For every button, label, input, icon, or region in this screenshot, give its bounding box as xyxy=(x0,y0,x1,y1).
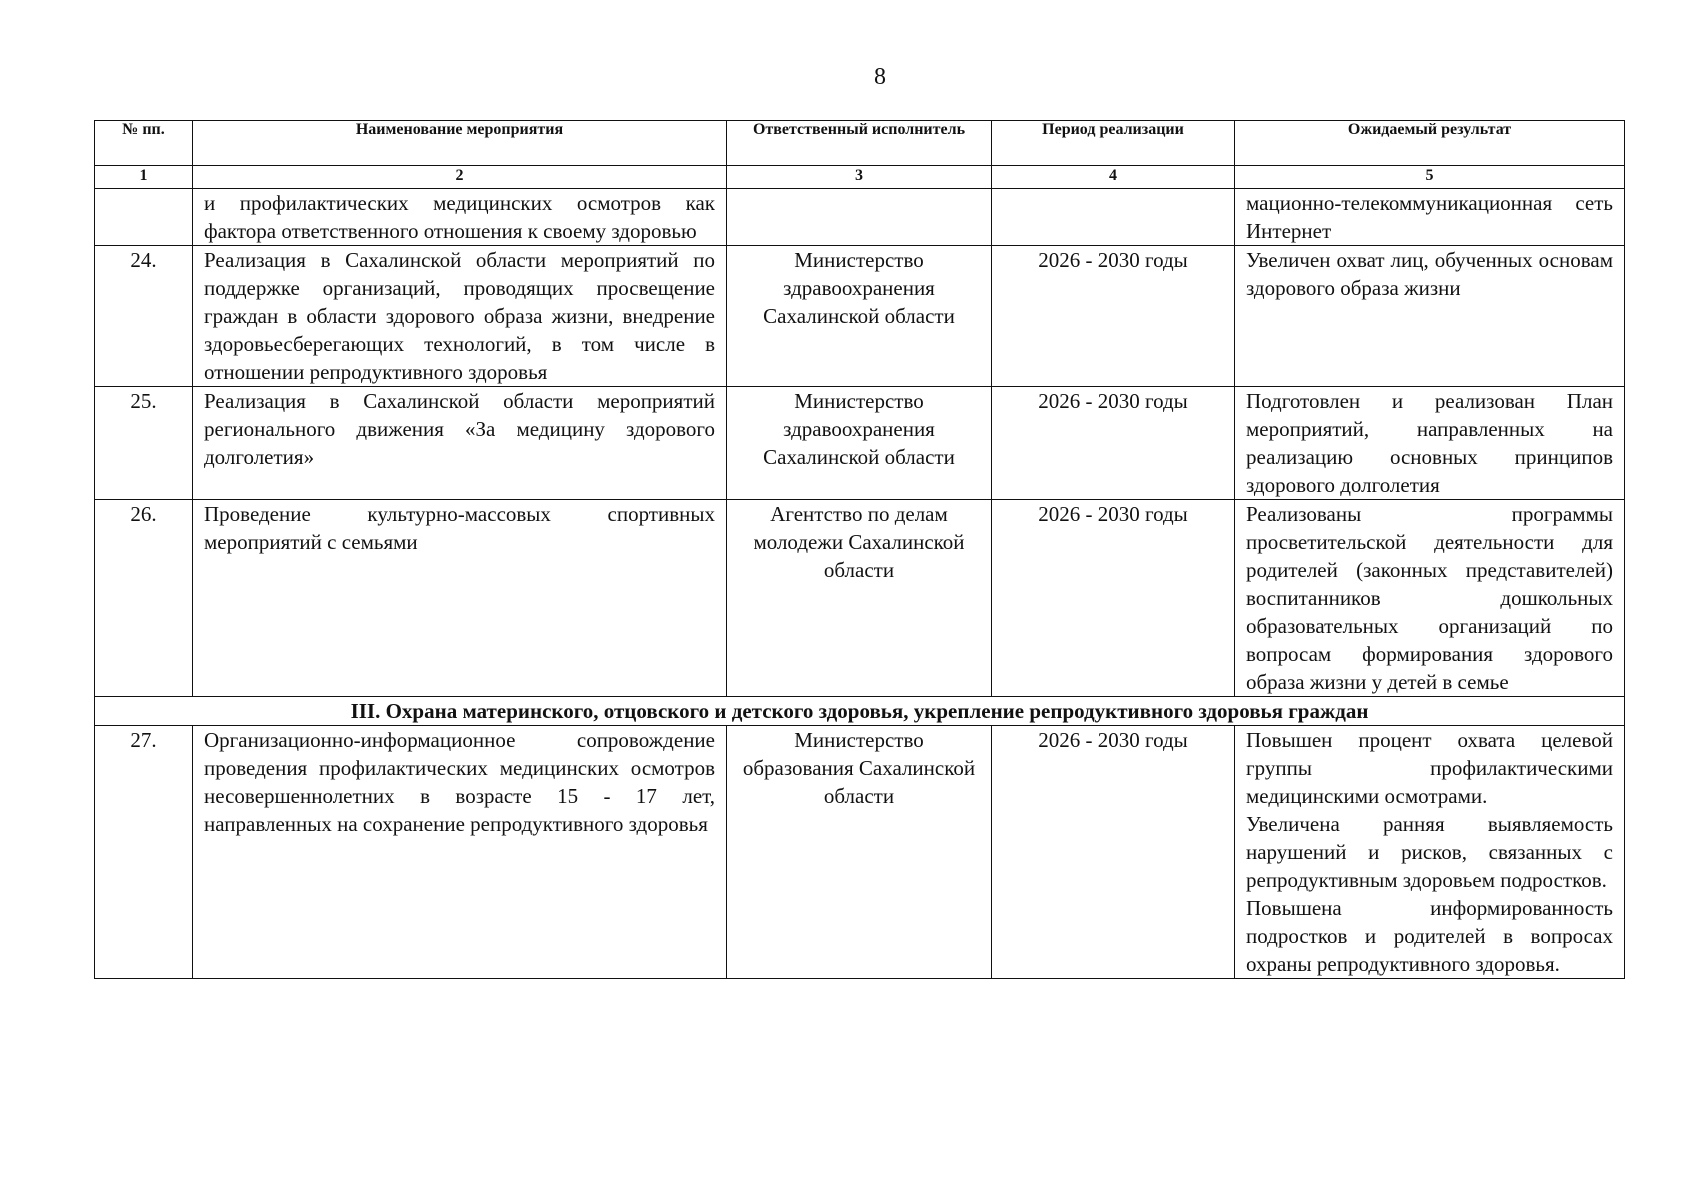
event-name: Реализация в Сахалинской области мероприятий по поддержке организаций, проводящих просвещение граждан в области здорового образа жизни, внедрение здоровьесберегающих технологий, в том числе в отношении репродуктивного здоровья xyxy=(193,246,727,387)
expected-result xyxy=(1235,189,1625,246)
events-table xyxy=(94,120,1625,979)
result-paragraph: Повышен процент охвата целевой группы профилактическими медицинскими осмотрами. xyxy=(1246,728,1613,808)
column-number: 3 xyxy=(727,166,992,189)
header-number: № пп. xyxy=(95,121,193,166)
column-number: 5 xyxy=(1235,166,1625,189)
table-row xyxy=(95,387,1625,500)
column-number: 2 xyxy=(193,166,727,189)
executor: Министерство здравоохранения Сахалинской области xyxy=(727,387,992,500)
result-paragraph: Увеличен охват лиц, обученных основам здорового образа жизни xyxy=(1246,248,1613,300)
table-row xyxy=(95,726,1625,979)
row-number: 27. xyxy=(95,726,193,979)
expected-result xyxy=(1235,246,1625,387)
executor: Министерство образования Сахалинской области xyxy=(727,726,992,979)
period: 2026 - 2030 годы xyxy=(992,500,1235,697)
period: 2026 - 2030 годы xyxy=(992,246,1235,387)
table-row xyxy=(95,246,1625,387)
header-period: Период реализации xyxy=(992,121,1235,166)
section-title: III. Охрана материнского, отцовского и детского здоровья, укрепление репродуктивного здоровья граждан xyxy=(95,697,1625,726)
expected-result xyxy=(1235,500,1625,697)
executor: Агентство по делам молодежи Сахалинской области xyxy=(727,500,992,697)
period: 2026 - 2030 годы xyxy=(992,726,1235,979)
result-paragraph: Подготовлен и реализован План мероприятий, направленных на реализацию основных принципов здорового долголетия xyxy=(1246,389,1613,497)
section-row xyxy=(95,697,1625,726)
result-paragraph: мационно-телекоммуникационная сеть Интернет xyxy=(1246,191,1613,243)
page-number: 8 xyxy=(874,64,886,90)
period xyxy=(992,189,1235,246)
result-paragraph: Повышена информированность подростков и родителей в вопросах охраны репродуктивного здоровья. xyxy=(1246,896,1613,976)
event-name: Организационно-информационное сопровождение проведения профилактических медицинских осмотров несовершеннолетних в возрасте 15 - 17 лет, направленных на сохранение репродуктивного здоровья xyxy=(193,726,727,979)
expected-result xyxy=(1235,387,1625,500)
column-number: 1 xyxy=(95,166,193,189)
executor: Министерство здравоохранения Сахалинской области xyxy=(727,246,992,387)
column-number-row xyxy=(95,166,1625,189)
header-row xyxy=(95,121,1625,166)
row-number: 25. xyxy=(95,387,193,500)
event-name: Проведение культурно-массовых спортивных мероприятий с семьями xyxy=(193,500,727,697)
header-executor: Ответственный исполнитель xyxy=(727,121,992,166)
header-result: Ожидаемый результат xyxy=(1235,121,1625,166)
event-name: Реализация в Сахалинской области мероприятий регионального движения «За медицину здорового долголетия» xyxy=(193,387,727,500)
table-row xyxy=(95,500,1625,697)
column-number: 4 xyxy=(992,166,1235,189)
result-paragraph: Увеличена ранняя выявляемость нарушений и рисков, связанных с репродуктивным здоровьем подростков. xyxy=(1246,812,1613,892)
table-row xyxy=(95,189,1625,246)
row-number xyxy=(95,189,193,246)
row-number: 24. xyxy=(95,246,193,387)
event-name: и профилактических медицинских осмотров как фактора ответственного отношения к своему здоровью xyxy=(193,189,727,246)
period: 2026 - 2030 годы xyxy=(992,387,1235,500)
row-number: 26. xyxy=(95,500,193,697)
header-event-name: Наименование мероприятия xyxy=(193,121,727,166)
result-paragraph: Реализованы программы просветительской деятельности для родителей (законных представителей) воспитанников дошкольных образовательных организаций по вопросам формирования здорового образа жизни у детей в семье xyxy=(1246,502,1613,694)
expected-result xyxy=(1235,726,1625,979)
executor xyxy=(727,189,992,246)
